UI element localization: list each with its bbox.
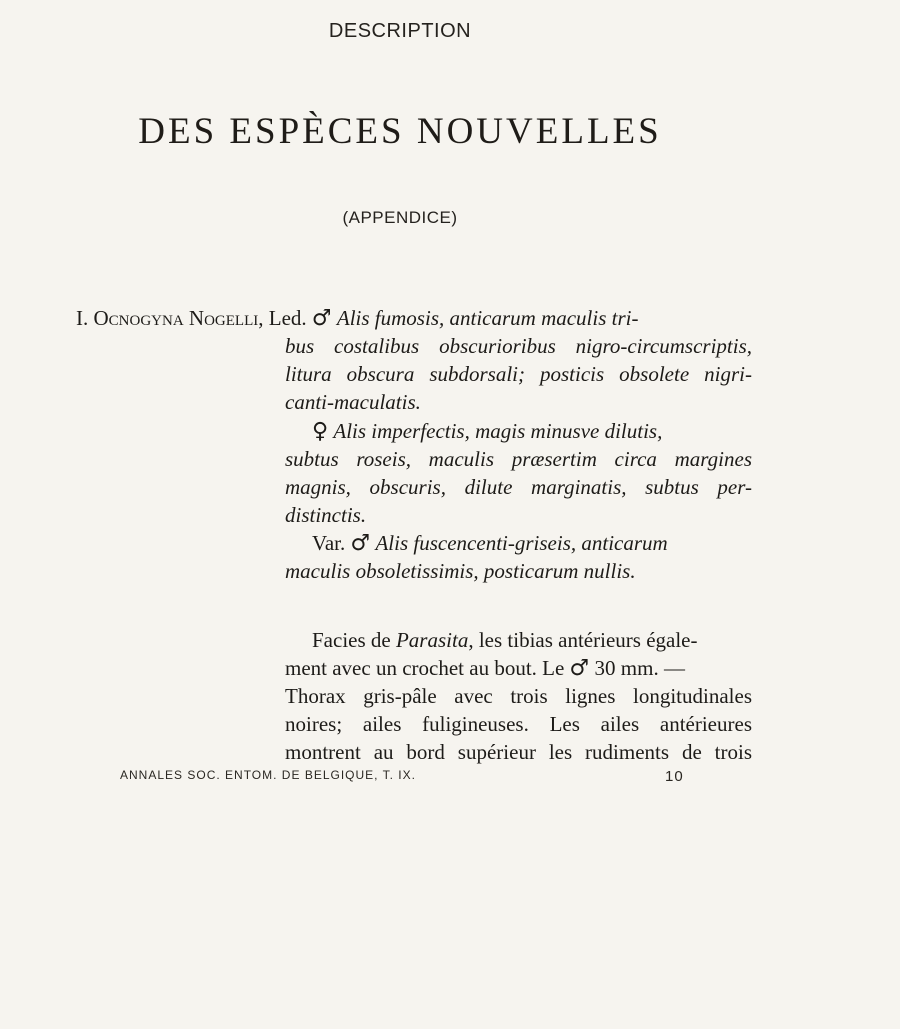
- variety-male-symbol-icon: ♂: [350, 531, 371, 556]
- body-text-2b: 30 mm. —: [589, 656, 685, 680]
- diagnosis-male-line-1: Alis fumosis, anticarum maculis tri-: [336, 306, 639, 330]
- body-text-1a: Facies de: [312, 628, 396, 652]
- diagnosis-male-line-2: bus costalibus obscurioribus nigro-circumscriptis,: [285, 334, 752, 358]
- heading-appendix: (APPENDICE): [342, 208, 458, 227]
- footer-journal: ANNALES SOC. ENTOM. DE BELGIQUE, T. IX.: [120, 768, 416, 782]
- species-name: Nogelli,: [188, 306, 264, 330]
- species-author: Led.: [268, 306, 307, 330]
- body-text-1b: , les tibias antérieurs égale-: [468, 628, 698, 652]
- variety-label: Var.: [312, 531, 346, 555]
- body-line-5: montrent au bord supérieur les rudiments de trois: [285, 740, 752, 764]
- variety-text-1: Alis fuscencenti-griseis, anticarum: [375, 531, 668, 555]
- species-number: I.: [76, 306, 89, 330]
- diagnosis-male-line-3: litura obscura subdorsali; posticis obsolete nigri-: [285, 362, 752, 386]
- body-line-1: [312, 626, 752, 654]
- male-symbol-icon: ♂: [311, 306, 332, 331]
- diagnosis-female-line-2: subtus roseis, maculis præsertim circa margines: [285, 447, 752, 471]
- body-line-3: Thorax gris-pâle avec trois lignes longitudinales: [285, 684, 752, 708]
- diagnosis-female-text-1: Alis imperfectis, magis minusve dilutis,: [333, 419, 663, 443]
- diagnosis-female-line-1: [312, 417, 752, 446]
- heading-main-title: DES ESPÈCES NOUVELLES: [138, 111, 662, 152]
- diagnosis-female-line-4: distinctis.: [285, 503, 367, 527]
- body-text-2a: ment avec un crochet au bout. Le: [285, 656, 570, 680]
- body-line-4: noires; ailes fuligineuses. Les ailes antérieures: [285, 712, 752, 736]
- body-text-parasita: Parasita: [395, 628, 469, 652]
- female-symbol-icon: ♀: [312, 419, 329, 444]
- footer-page-number: 10: [665, 768, 684, 785]
- diagnosis-male-line-4: canti-maculatis.: [285, 390, 421, 414]
- heading-description: DESCRIPTION: [328, 20, 472, 42]
- body-line-2: [285, 654, 752, 683]
- genus-name: Ocnogyna: [93, 306, 184, 330]
- species-heading-line: [76, 304, 752, 333]
- variety-line-1: [312, 529, 752, 558]
- body-male-symbol-icon: ♂: [569, 656, 590, 681]
- diagnosis-female-line-3: magnis, obscuris, dilute marginatis, subtus per-: [285, 475, 752, 499]
- variety-line-2: maculis obsoletissimis, posticarum nullis.: [285, 559, 636, 583]
